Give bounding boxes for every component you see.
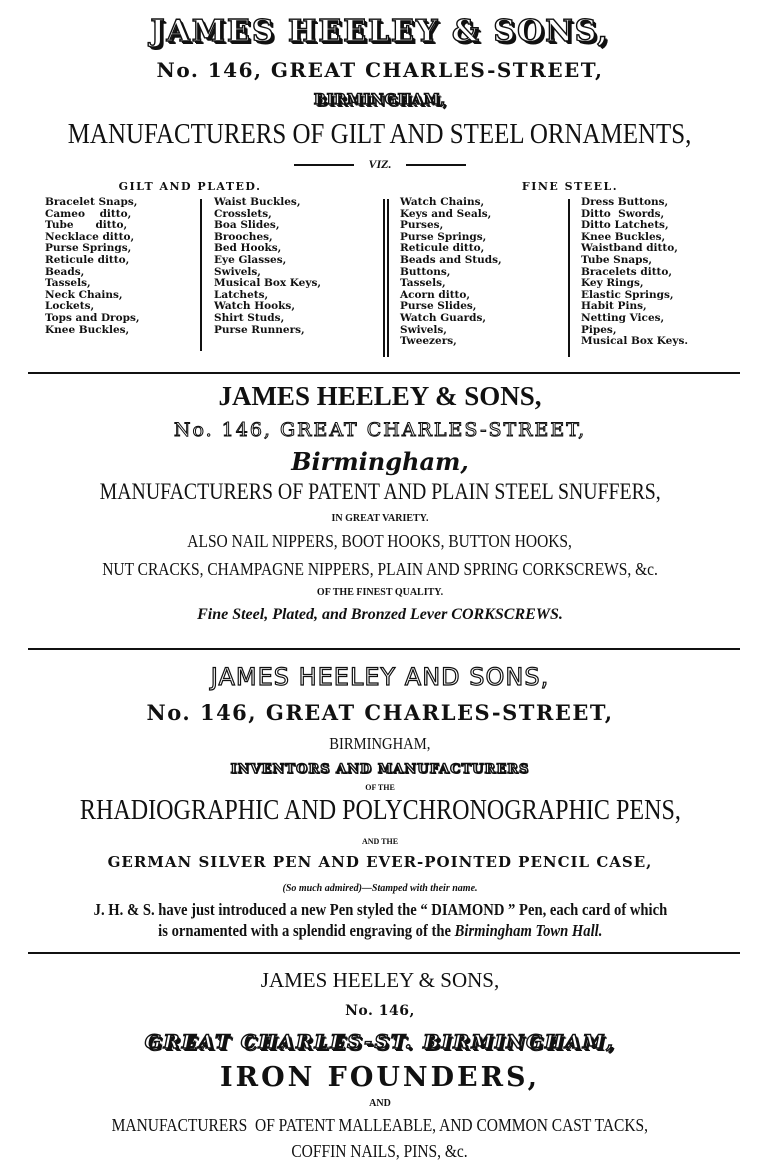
list-item: Bracelets ditto, [581, 265, 673, 278]
ad2-quality: OF THE FINEST QUALITY. [316, 587, 444, 598]
list-item: Crosslets, [214, 207, 272, 220]
list-item: Reticule ditto, [45, 253, 130, 266]
list-item: Waist Buckles, [214, 196, 301, 208]
ad3-headline-wrap [0, 795, 760, 827]
ad1-firm-name: JAMES HEELEY & SONS, [150, 14, 610, 49]
list-item: Habit Pins, [581, 300, 647, 313]
column-divider [383, 199, 385, 357]
viz-dash-right [406, 164, 466, 166]
gilt-column-2 [214, 197, 321, 336]
ad3-body-line1: J. H. & S. have just introduced a new Pen styled the “ DIAMOND ” Pen, each card of which [93, 900, 667, 919]
list-item: Knee Buckles, [581, 230, 666, 243]
list-item: Purse Runners, [214, 323, 305, 336]
ad2-city: Birmingham, [291, 447, 469, 476]
ad1-headline: MANUFACTURERS OF GILT AND STEEL ORNAMENTS, [68, 118, 692, 150]
ad4-line1: MANUFACTURERS OF PATENT MALLEABLE, AND COMMON CAST TACKS, [111, 1115, 649, 1135]
list-item: Ditto Swords, [581, 207, 665, 220]
list-item: Ditto Latchets, [581, 219, 669, 232]
ad3-firm-name: JAMES HEELEY AND SONS, [210, 663, 550, 691]
column-divider [568, 199, 570, 357]
ad3-body-line2-wrap [0, 921, 760, 941]
ad3-inventors: INVENTORS AND MANUFACTURERS [230, 762, 530, 777]
list-item: Purses, [400, 219, 444, 232]
steel-column-2 [581, 197, 688, 348]
list-item: Boa Slides, [214, 219, 280, 232]
list-item: Tube ditto, [45, 219, 128, 232]
gilt-column-1 [45, 197, 140, 336]
ad3-body-line2 [158, 921, 602, 941]
ad4-number: No. 146, [345, 1003, 415, 1019]
ad3-city-wrap [0, 734, 760, 754]
list-item: Lockets, [45, 300, 95, 313]
list-item: Watch Hooks, [214, 300, 295, 313]
list-item: Elastic Springs, [581, 288, 674, 301]
list-item: Purse Slides, [400, 300, 477, 313]
list-item: Eye Glasses, [214, 253, 287, 266]
ad1-address: No. 146, GREAT CHARLES-STREET, [156, 58, 604, 82]
column-divider [200, 199, 202, 351]
list-item: Brooches, [214, 230, 273, 243]
ad1-viz-row [0, 157, 760, 172]
ad1-headline-wrap [0, 118, 760, 151]
list-item: Buttons, [400, 265, 451, 278]
list-item: Key Rings, [581, 277, 644, 290]
ad3-of-the: OF THE [365, 783, 395, 792]
column-divider [387, 199, 389, 357]
section-rule [28, 648, 740, 650]
ad3-address: No. 146, GREAT CHARLES-STREET, [146, 700, 614, 725]
section-rule [28, 372, 740, 374]
ad3-town-hall: Birmingham Town Hall. [454, 921, 603, 940]
gilt-heading: GILT AND PLATED. [118, 180, 262, 193]
list-item: Waistband ditto, [581, 242, 678, 255]
ad2-address: No. 146, GREAT CHARLES-STREET, [173, 419, 587, 441]
steel-column-1 [400, 197, 502, 348]
ad3-body-line2-text: is ornamented with a splendid engraving of the [157, 921, 455, 940]
ad3-admired: (So much admired)—Stamped with their name. [282, 883, 478, 894]
list-item: Latchets, [214, 288, 269, 301]
ad2-line1: ALSO NAIL NIPPERS, BOOT HOOKS, BUTTON HOOKS, [187, 531, 573, 551]
list-item: Keys and Seals, [400, 207, 492, 220]
ad4-and: AND [369, 1098, 391, 1109]
list-item: Pipes, [581, 323, 617, 336]
ad2-line1-wrap [0, 531, 760, 552]
list-item: Tassels, [45, 277, 91, 290]
ad3-body-line1-wrap [0, 900, 760, 920]
steel-heading: FINE STEEL. [521, 180, 619, 193]
ad4-line2-wrap [0, 1141, 760, 1162]
list-item: Bracelet Snaps, [45, 196, 138, 208]
ad1-item-columns [0, 197, 760, 362]
ad2-line2: NUT CRACKS, CHAMPAGNE NIPPERS, PLAIN AND SPRING CORKSCREWS, &c. [102, 559, 658, 579]
list-item: Musical Box Keys, [214, 277, 322, 290]
list-item: Neck Chains, [45, 288, 123, 301]
list-item: Purse Springs, [45, 242, 132, 255]
viz-dash-left [294, 164, 354, 166]
list-item: Beads and Studs, [400, 253, 502, 266]
list-item: Beads, [45, 265, 85, 278]
ad4-firm-name: JAMES HEELEY & SONS, [260, 968, 500, 992]
list-item: Bed Hooks, [214, 242, 282, 255]
section-rule [28, 952, 740, 954]
list-item: Knee Buckles, [45, 323, 130, 336]
ad2-headline-wrap [0, 479, 760, 505]
list-item: Watch Guards, [400, 311, 487, 324]
ad4-line2: COFFIN NAILS, PINS, &c. [291, 1141, 469, 1161]
ad2-variety: IN GREAT VARIETY. [331, 513, 429, 524]
ad3-and-the: AND THE [361, 837, 399, 846]
list-item: Swivels, [400, 323, 447, 336]
ad2-headline: MANUFACTURERS OF PATENT AND PLAIN STEEL SNUFFERS, [99, 479, 661, 504]
list-item: Tube Snaps, [581, 253, 653, 266]
list-item: Tweezers, [400, 335, 457, 348]
ad3-product: GERMAN SILVER PEN AND EVER-POINTED PENCIL CASE, [107, 853, 653, 871]
ad1-viz: VIZ. [368, 157, 392, 171]
list-item: Dress Buttons, [581, 196, 669, 208]
ad2-tagline: Fine Steel, Plated, and Bronzed Lever CORKSCREWS. [197, 606, 563, 623]
list-item: Netting Vices, [581, 311, 665, 324]
ad2-line2-wrap [0, 559, 760, 580]
list-item: Tops and Drops, [45, 311, 140, 324]
list-item: Swivels, [214, 265, 261, 278]
list-item: Reticule ditto, [400, 242, 485, 255]
ad3-city: BIRMINGHAM, [329, 734, 431, 753]
list-item: Shirt Studs, [214, 311, 285, 324]
list-item: Watch Chains, [400, 196, 485, 208]
list-item: Cameo ditto, [45, 207, 132, 220]
list-item: Necklace ditto, [45, 230, 135, 243]
ad1-city: BIRMINGHAM, [313, 92, 447, 108]
list-item: Tassels, [400, 277, 446, 290]
list-item: Musical Box Keys. [581, 335, 689, 348]
ad4-line1-wrap [0, 1115, 760, 1136]
ad4-headline: IRON FOUNDERS, [220, 1062, 540, 1093]
list-item: Acorn ditto, [400, 288, 471, 301]
list-item: Purse Springs, [400, 230, 487, 243]
ad4-address: GREAT CHARLES-ST. BIRMINGHAM, [144, 1031, 616, 1053]
ad3-headline: RHADIOGRAPHIC AND POLYCHRONOGRAPHIC PENS, [79, 795, 681, 826]
ad2-firm-name: JAMES HEELEY & SONS, [218, 381, 542, 411]
